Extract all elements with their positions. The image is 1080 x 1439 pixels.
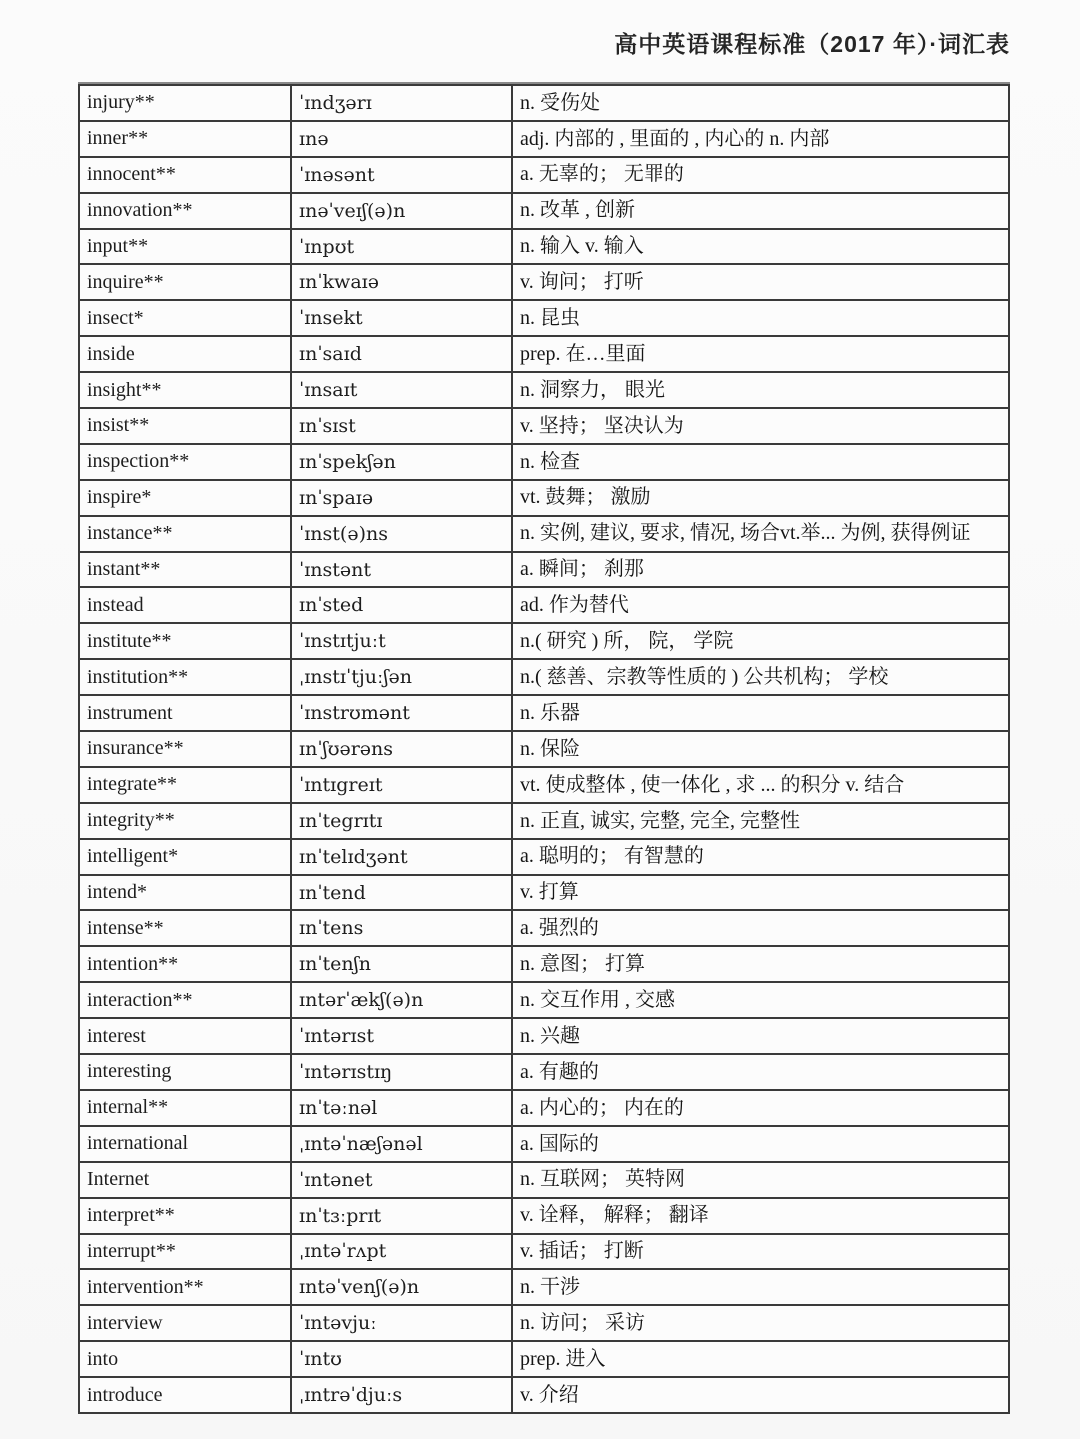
phonetic-cell: ˌɪntəˈrʌpt bbox=[292, 1235, 513, 1269]
phonetic-cell: ˈɪnstɪtjuːt bbox=[292, 624, 513, 658]
word-cell: intense** bbox=[80, 911, 292, 945]
definition-cell: n. 改革 , 创新 bbox=[520, 199, 635, 222]
definition-cell: v. 介绍 bbox=[520, 1383, 579, 1406]
table-row bbox=[80, 768, 1008, 804]
phonetic-cell: ˌɪntrəˈdjuːs bbox=[292, 1378, 513, 1412]
table-row bbox=[80, 1378, 1008, 1412]
phonetic-cell: ˈɪntʊ bbox=[292, 1342, 513, 1376]
word-cell: interview bbox=[80, 1306, 292, 1340]
phonetic-cell: ɪnˈspaɪə bbox=[292, 481, 513, 515]
definition-cell: a. 聪明的； 有智慧的 bbox=[520, 845, 704, 868]
phonetic-cell: ɪnˈtend bbox=[292, 876, 513, 910]
word-cell: inspire* bbox=[80, 481, 292, 515]
table-row bbox=[80, 1342, 1008, 1378]
table-row bbox=[80, 1019, 1008, 1055]
table-row bbox=[80, 804, 1008, 840]
phonetic-cell: ɪnˈspekʃən bbox=[292, 445, 513, 479]
definition-cell: adj. 内部的 , 里面的 , 内心的 n. 内部 bbox=[520, 127, 830, 150]
word-cell: interpret** bbox=[80, 1199, 292, 1233]
word-cell: institution** bbox=[80, 660, 292, 694]
definition-cell: n. 乐器 bbox=[520, 701, 580, 724]
phonetic-cell: ˌɪnstɪˈtjuːʃən bbox=[292, 660, 513, 694]
table-row bbox=[80, 1235, 1008, 1271]
page-title: 高中英语课程标准（2017 年）·词汇表 bbox=[614, 31, 1010, 57]
phonetic-cell: ˈɪntɪgreɪt bbox=[292, 768, 513, 802]
table-row bbox=[80, 624, 1008, 660]
phonetic-cell: ˈɪnpʊt bbox=[292, 230, 513, 264]
definition-cell: n. 访问； 采访 bbox=[520, 1311, 645, 1334]
phonetic-cell: ˈɪntənet bbox=[292, 1163, 513, 1197]
table-row bbox=[80, 696, 1008, 732]
definition-cell: v. 询问； 打听 bbox=[520, 271, 644, 294]
table-row bbox=[80, 983, 1008, 1019]
definition-cell: a. 瞬间； 刹那 bbox=[520, 558, 644, 581]
word-cell: instant** bbox=[80, 553, 292, 587]
definition-cell: n. 检查 bbox=[520, 450, 580, 473]
phonetic-cell: ˈɪnəsənt bbox=[292, 158, 513, 192]
word-cell: inner** bbox=[80, 122, 292, 156]
definition-cell: prep. 在…里面 bbox=[520, 342, 646, 365]
definition-cell: n. 输入 v. 输入 bbox=[520, 235, 644, 258]
phonetic-cell: ˈɪnsekt bbox=[292, 301, 513, 335]
word-cell: input** bbox=[80, 230, 292, 264]
definition-cell: n. 保险 bbox=[520, 737, 580, 760]
definition-cell: n.( 慈善、宗教等性质的 ) 公共机构； 学校 bbox=[520, 665, 889, 688]
phonetic-cell: ɪnə bbox=[292, 122, 513, 156]
definition-cell: vt. 使成整体 , 使一体化 , 求 ... 的积分 v. 结合 bbox=[520, 773, 905, 796]
table-row bbox=[80, 230, 1008, 266]
table-row bbox=[80, 1091, 1008, 1127]
definition-cell: a. 无辜的； 无罪的 bbox=[520, 163, 684, 186]
table-row bbox=[80, 553, 1008, 589]
word-cell: instead bbox=[80, 588, 292, 622]
word-cell: inquire** bbox=[80, 265, 292, 299]
word-cell: international bbox=[80, 1127, 292, 1161]
word-cell: instrument bbox=[80, 696, 292, 730]
definition-cell: a. 内心的； 内在的 bbox=[520, 1096, 684, 1119]
table-row bbox=[80, 911, 1008, 947]
definition-cell: n.( 研究 ) 所， 院， 学院 bbox=[520, 630, 734, 653]
definition-cell: n. 受伤处 bbox=[520, 91, 600, 114]
definition-cell: prep. 进入 bbox=[520, 1347, 606, 1370]
table-row bbox=[80, 660, 1008, 696]
word-cell: into bbox=[80, 1342, 292, 1376]
phonetic-cell: ˈɪnstrʊmənt bbox=[292, 696, 513, 730]
word-cell: introduce bbox=[80, 1378, 292, 1412]
phonetic-cell: ɪntərˈækʃ(ə)n bbox=[292, 983, 513, 1017]
phonetic-cell: ɪnˈkwaɪə bbox=[292, 265, 513, 299]
definition-cell: v. 坚持； 坚决认为 bbox=[520, 414, 684, 437]
phonetic-cell: ɪnˈtenʃn bbox=[292, 947, 513, 981]
table-row bbox=[80, 1270, 1008, 1306]
definition-cell: v. 插话； 打断 bbox=[520, 1240, 644, 1263]
table-row bbox=[80, 194, 1008, 230]
word-cell: integrate** bbox=[80, 768, 292, 802]
word-cell: insurance** bbox=[80, 732, 292, 766]
word-cell: inside bbox=[80, 337, 292, 371]
word-cell: institute** bbox=[80, 624, 292, 658]
word-cell: intend* bbox=[80, 876, 292, 910]
phonetic-cell: ɪntəˈvenʃ(ə)n bbox=[292, 1270, 513, 1304]
word-cell: insect* bbox=[80, 301, 292, 335]
definition-cell: a. 有趣的 bbox=[520, 1060, 599, 1083]
definition-cell: n. 互联网； 英特网 bbox=[520, 1168, 685, 1191]
definition-cell: n. 干涉 bbox=[520, 1276, 580, 1299]
table-row bbox=[80, 122, 1008, 158]
phonetic-cell: ˈɪndʒərɪ bbox=[292, 86, 513, 120]
definition-cell: v. 诠释， 解释； 翻译 bbox=[520, 1204, 709, 1227]
phonetic-cell: ɪnˈtens bbox=[292, 911, 513, 945]
definition-cell: ad. 作为替代 bbox=[520, 594, 629, 617]
word-cell: intelligent* bbox=[80, 840, 292, 874]
word-cell: injury** bbox=[80, 86, 292, 120]
table-row bbox=[80, 876, 1008, 912]
phonetic-cell: ɪnˈtɜːprɪt bbox=[292, 1199, 513, 1233]
word-cell: interaction** bbox=[80, 983, 292, 1017]
phonetic-cell: ˈɪnst(ə)ns bbox=[292, 517, 513, 551]
table-row bbox=[80, 301, 1008, 337]
table-row bbox=[80, 409, 1008, 445]
word-cell: Internet bbox=[80, 1163, 292, 1197]
word-cell: innocent** bbox=[80, 158, 292, 192]
definition-cell: vt. 鼓舞； 激励 bbox=[520, 486, 651, 509]
phonetic-cell: ˈɪnstənt bbox=[292, 553, 513, 587]
table-row bbox=[80, 1055, 1008, 1091]
definition-cell: n. 洞察力， 眼光 bbox=[520, 378, 665, 401]
table-row bbox=[80, 337, 1008, 373]
word-cell: innovation** bbox=[80, 194, 292, 228]
table-row bbox=[80, 265, 1008, 301]
table-row bbox=[80, 158, 1008, 194]
table-row bbox=[80, 1199, 1008, 1235]
table-row bbox=[80, 86, 1008, 122]
definition-cell: n. 昆虫 bbox=[520, 307, 580, 330]
table-row bbox=[80, 947, 1008, 983]
word-cell: inspection** bbox=[80, 445, 292, 479]
table-row bbox=[80, 1163, 1008, 1199]
word-cell: intention** bbox=[80, 947, 292, 981]
phonetic-cell: ˈɪntəvjuː bbox=[292, 1306, 513, 1340]
word-cell: insight** bbox=[80, 373, 292, 407]
table-row bbox=[80, 373, 1008, 409]
definition-cell: n. 兴趣 bbox=[520, 1024, 580, 1047]
phonetic-cell: ˈɪntərɪst bbox=[292, 1019, 513, 1053]
vocabulary-table bbox=[78, 84, 1010, 1414]
phonetic-cell: ˈɪnsaɪt bbox=[292, 373, 513, 407]
definition-cell: n. 意图； 打算 bbox=[520, 953, 645, 976]
phonetic-cell: ˈɪntərɪstɪŋ bbox=[292, 1055, 513, 1089]
word-cell: interesting bbox=[80, 1055, 292, 1089]
word-cell: interest bbox=[80, 1019, 292, 1053]
word-cell: integrity** bbox=[80, 804, 292, 838]
table-row bbox=[80, 732, 1008, 768]
phonetic-cell: ɪnˈsted bbox=[292, 588, 513, 622]
definition-cell: a. 强烈的 bbox=[520, 917, 599, 940]
phonetic-cell: ˌɪntəˈnæʃənəl bbox=[292, 1127, 513, 1161]
phonetic-cell: ɪnˈtelɪdʒənt bbox=[292, 840, 513, 874]
phonetic-cell: ɪnəˈveɪʃ(ə)n bbox=[292, 194, 513, 228]
definition-cell: n. 交互作用 , 交感 bbox=[520, 988, 675, 1011]
definition-cell: n. 实例, 建议, 要求, 情况, 场合vt.举... 为例, 获得例证 bbox=[520, 522, 971, 545]
phonetic-cell: ɪnˈsɪst bbox=[292, 409, 513, 443]
table-row bbox=[80, 445, 1008, 481]
page-header bbox=[0, 26, 1010, 59]
word-cell: internal** bbox=[80, 1091, 292, 1125]
word-cell: interrupt** bbox=[80, 1235, 292, 1269]
table-row bbox=[80, 517, 1008, 553]
table-row bbox=[80, 481, 1008, 517]
phonetic-cell: ɪnˈsaɪd bbox=[292, 337, 513, 371]
word-cell: instance** bbox=[80, 517, 292, 551]
phonetic-cell: ɪnˈʃʊərəns bbox=[292, 732, 513, 766]
definition-cell: v. 打算 bbox=[520, 881, 579, 904]
word-cell: insist** bbox=[80, 409, 292, 443]
phonetic-cell: ɪnˈtegrɪtɪ bbox=[292, 804, 513, 838]
table-row bbox=[80, 1306, 1008, 1342]
table-row bbox=[80, 1127, 1008, 1163]
definition-cell: n. 正直, 诚实, 完整, 完全, 完整性 bbox=[520, 809, 800, 832]
phonetic-cell: ɪnˈtəːnəl bbox=[292, 1091, 513, 1125]
table-row bbox=[80, 588, 1008, 624]
definition-cell: a. 国际的 bbox=[520, 1132, 599, 1155]
word-cell: intervention** bbox=[80, 1270, 292, 1304]
table-row bbox=[80, 840, 1008, 876]
